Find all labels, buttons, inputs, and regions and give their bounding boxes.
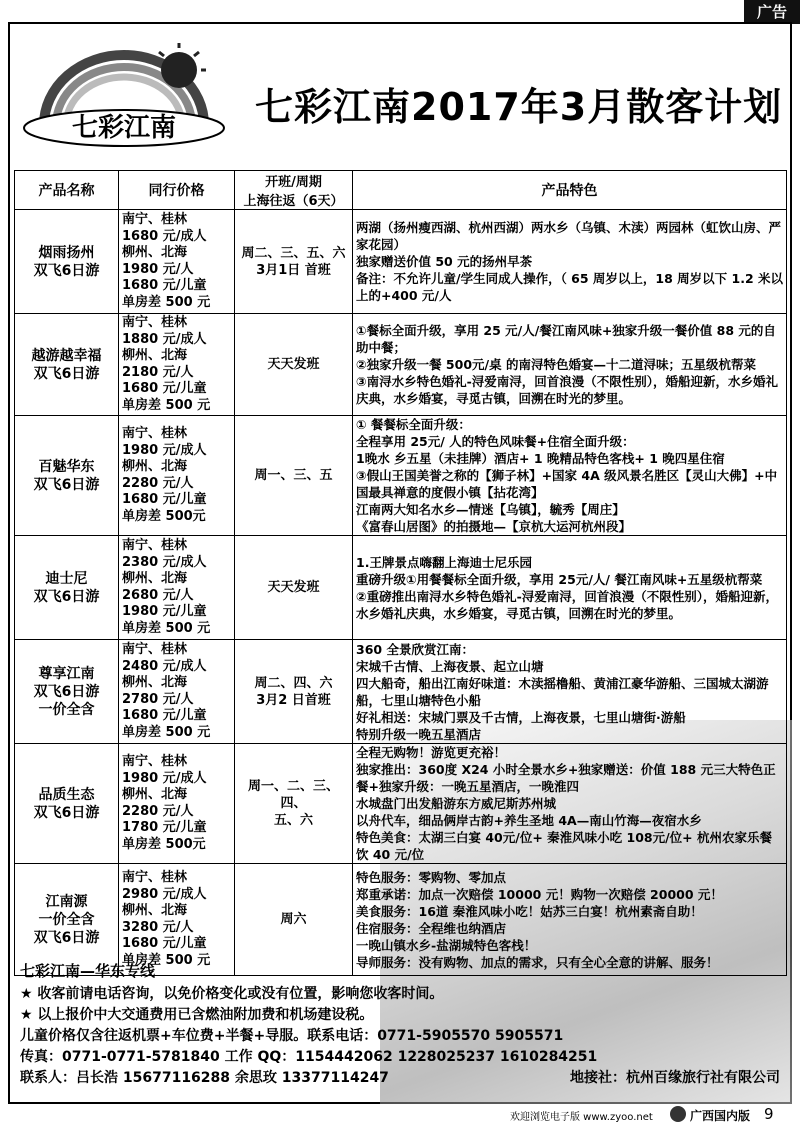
product-price: 南宁、桂林 2380 元/成人 柳州、北海 2680 元/人 1980 元/儿童 单房差 500 元: [119, 536, 235, 640]
feature-line: 备注：不允许儿童/学生同成人操作，（ 65 周岁以上，18 周岁以下 1.2 米以上的+400 元/人: [356, 271, 784, 303]
product-schedule: 天天发班: [235, 536, 353, 640]
footer-contact: [20, 1068, 780, 1089]
ad-label: 广告: [744, 0, 800, 24]
footer-line: 七彩江南—华东专线: [20, 962, 156, 980]
publisher-logo-icon: [670, 1106, 686, 1122]
table-row: [15, 744, 787, 864]
feature-line: 郑重承诺：加点一次赔偿 10000 元！购物一次赔偿 20000 元！: [356, 886, 723, 902]
product-price: 南宁、桂林 2980 元/成人 柳州、北海 3280 元/人 1680 元/儿童 单房差 500 元: [119, 864, 235, 976]
contact-person: 联系人：吕长浩 15677116288 余思玫 13377114247: [20, 1070, 389, 1086]
website-text: 欢迎浏览电子版 www.zyoo.net: [510, 1112, 653, 1123]
feature-line: ①餐标全面升级，享用 25 元/人/餐江南风味+独家升级一餐价值 88 元的自助中餐；: [356, 323, 776, 355]
feature-line: ③假山王国美誉之称的【狮子林】+国家 4A 级风景名胜区【灵山大佛】+中国最具禅意的度假小镇【拈花湾】: [356, 468, 778, 500]
page-bottom-bar: [0, 1104, 800, 1127]
feature-line: ① 餐餐标全面升级：: [356, 417, 471, 432]
page-title: 七彩江南2017年3月散客计划: [255, 85, 783, 129]
feature-line: 水城盘门出发船游东方威尼斯苏州城: [356, 796, 557, 811]
product-price: 南宁、桂林 2480 元/成人 柳州、北海 2780 元/人 1680 元/儿童 单房差 500 元: [119, 640, 235, 744]
feature-line: 美食服务：16道 秦淮风味小吃！姑苏三白宴！杭州素斋自助！: [356, 903, 703, 919]
product-features: [353, 314, 787, 416]
feature-line: 360 全景欣赏江南：: [356, 641, 474, 657]
local-agency: 地接社：杭州百缘旅行社有限公司: [570, 1070, 780, 1086]
page-number: 9: [764, 1105, 774, 1123]
product-features: [353, 210, 787, 314]
feature-line: 以舟代车，细品俩岸古韵+养生圣地 4A—南山竹海—夜宿水乡: [356, 813, 702, 828]
product-schedule: 周六: [235, 864, 353, 976]
product-name: 江南源 一价全含 双飞6日游: [15, 864, 119, 976]
product-schedule: 周二、四、六 3月2 日首班: [235, 640, 353, 744]
product-name: 品质生态 双飞6日游: [15, 744, 119, 864]
feature-line: 宋城千古情、上海夜景、起立山塘: [356, 658, 544, 674]
header-product-name: 产品名称: [15, 171, 119, 210]
product-features: [353, 640, 787, 744]
feature-line: 特色美食：太湖三白宴 40元/位+ 秦淮风味小吃 108元/位+ 杭州农家乐餐饮 40 元/位: [356, 830, 772, 862]
product-price: 南宁、桂林 1980 元/成人 柳州、北海 2280 元/人 1680 元/儿童 单房差 500元: [119, 416, 235, 536]
product-features: [353, 864, 787, 976]
product-name: 尊享江南 双飞6日游 一价全含: [15, 640, 119, 744]
footer-line: ★ 以上报价中大交通费用已含燃油附加费和机场建设税。: [20, 1007, 374, 1023]
feature-line: ②独家升级一餐 500元/桌 的南浔特色婚宴—十二道浔味；五星级杭帮菜: [356, 357, 756, 372]
feature-line: 全程享用 25元/ 人的特色风味餐+住宿全面升级：: [356, 434, 635, 449]
section-name: 广西国内版: [690, 1109, 751, 1123]
logo-text: 七彩江南: [71, 113, 177, 143]
table-row: [15, 416, 787, 536]
footer-line: ★ 收客前请电话咨询，以免价格变化或没有位置，影响您收客时间。: [20, 986, 444, 1002]
header-features: 产品特色: [353, 171, 787, 210]
product-name: 烟雨扬州 双飞6日游: [15, 210, 119, 314]
product-schedule: 周一、三、五: [235, 416, 353, 536]
table-row: [15, 640, 787, 744]
feature-line: ③南浔水乡特色婚礼-浔爱南浔，回首浪漫（不限性别），婚船迎新，水乡婚礼庆典，水乡婚宴，寻觅古镇，回溯在时光的梦里。: [356, 374, 779, 406]
table-row: [15, 314, 787, 416]
feature-line: 重磅升级①用餐餐标全面升级，享用 25元/人/ 餐江南风味+五星级杭帮菜: [356, 571, 763, 587]
feature-line: 《富春山居图》的拍摄地—【京杭大运河杭州段】: [356, 519, 632, 534]
product-name: 百魅华东 双飞6日游: [15, 416, 119, 536]
feature-line: ②重磅推出南浔水乡特色婚礼-浔爱南浔，回首浪漫（不限性别），婚船迎新，水乡婚礼庆典，水乡婚宴，寻觅古镇，回溯在时光的梦里。: [356, 588, 779, 621]
product-name: 迪士尼 双飞6日游: [15, 536, 119, 640]
product-schedule: 周一、二、三、四、 五、六: [235, 744, 353, 864]
footer-line: 儿童价格仅含往返机票+车位费+半餐+导服。联系电话：0771-5905570 5905571: [20, 1028, 564, 1044]
feature-line: 一晚山镇水乡-盐湖城特色客栈！: [356, 937, 537, 953]
feature-line: 特别升级一晚五星酒店: [356, 726, 482, 742]
feature-line: 独家赠送价值 50 元的扬州早茶: [356, 254, 533, 269]
rainbow-logo: [14, 40, 234, 150]
product-price: 南宁、桂林 1680 元/成人 柳州、北海 1980 元/人 1680 元/儿童 单房差 500 元: [119, 210, 235, 314]
feature-line: 独家推出：360度 X24 小时全景水乡+独家赠送：价值 188 元三大特色正餐+独家升级：一晚五星酒店，一晚淮四: [356, 762, 776, 794]
product-name: 越游越幸福 双飞6日游: [15, 314, 119, 416]
tour-plan-table: [14, 170, 787, 976]
product-features: [353, 416, 787, 536]
feature-line: 住宿服务：全程维也纳酒店: [356, 920, 507, 936]
feature-line: 1晚水 乡五星（未挂牌）酒店+ 1 晚精品特色客栈+ 1 晚四星住宿: [356, 451, 725, 466]
table-header-row: [15, 171, 787, 210]
product-features: [353, 536, 787, 640]
header-price: 同行价格: [119, 171, 235, 210]
feature-line: 特色服务：零购物、零加点: [356, 869, 507, 885]
feature-line: 四大船奇，船出江南好味道：木渎摇橹船、黄浦江豪华游船、三国城太湖游船，七里山塘特色小船: [356, 675, 769, 708]
product-features: [353, 744, 787, 864]
product-price: 南宁、桂林 1980 元/成人 柳州、北海 2280 元/人 1780 元/儿童 单房差 500元: [119, 744, 235, 864]
feature-line: 好礼相送：宋城门票及千古情，上海夜景，七里山塘街·游船: [356, 709, 686, 725]
feature-line: 导师服务：没有购物、加点的需求，只有全心全意的讲解、服务！: [356, 954, 719, 970]
product-schedule: 天天发班: [235, 314, 353, 416]
table-row: [15, 864, 787, 976]
product-schedule: 周二、三、五、六 3月1日 首班: [235, 210, 353, 314]
header-schedule: 开班/周期 上海往返（6天）: [235, 171, 353, 210]
product-price: 南宁、桂林 1880 元/成人 柳州、北海 2180 元/人 1680 元/儿童 单房差 500 元: [119, 314, 235, 416]
table-row: [15, 210, 787, 314]
table-row: [15, 536, 787, 640]
feature-line: 江南两大知名水乡—情迷【乌镇】，毓秀【周庄】: [356, 502, 625, 517]
feature-line: 全程无购物！游览更充裕！: [356, 745, 507, 760]
footer-notes: [20, 960, 780, 1089]
footer-line: 传真：0771-0771-5781840 工作 QQ：1154442062 1228025237 1610284251: [20, 1049, 598, 1065]
feature-line: 1.王牌景点嗨翻上海迪士尼乐园: [356, 554, 532, 570]
feature-line: 两湖（扬州瘦西湖、杭州西湖）两水乡（乌镇、木渎）两园林（虹饮山房、严家花园）: [356, 220, 782, 252]
